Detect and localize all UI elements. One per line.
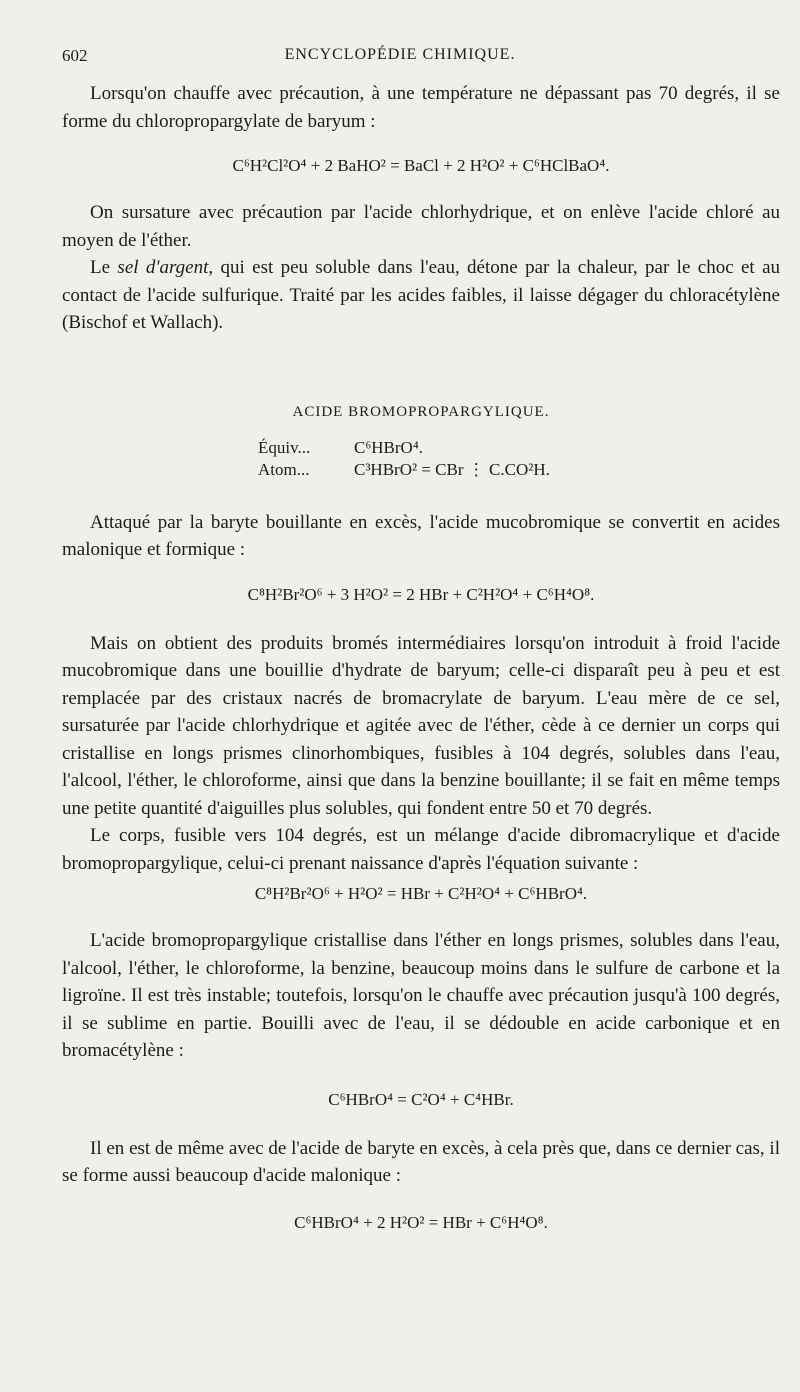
page-body xyxy=(62,80,780,1236)
formula-3: C⁸H²Br²O⁶ + H²O² = HBr + C²H²O⁴ + C⁶HBrO⁴. xyxy=(254,884,588,903)
equiv-row xyxy=(258,437,780,459)
paragraph-1: Lorsqu'on chauffe avec précaution, à une température ne dépassant pas 70 degrés, il se forme du chloropropargylate de baryum : xyxy=(62,83,780,132)
equiv-value: C⁶HBrO⁴. xyxy=(354,437,423,457)
running-head: ENCYCLOPÉDIE CHIMIQUE. xyxy=(284,46,516,63)
paragraph-6: Le corps, fusible vers 104 degrés, est un mélange d'acide dibromacrylique et d'acide bromopropargylique, celui-ci prenant naissance d'après l'équation suivante : xyxy=(62,825,780,874)
definitions xyxy=(258,437,780,481)
paragraph-4: Attaqué par la baryte bouillante en excès, l'acide mucobromique se convertit en acides malonique et formique : xyxy=(62,511,780,560)
atom-row xyxy=(258,459,780,481)
equiv-label: Équiv... xyxy=(258,437,311,457)
paragraph-7: L'acide bromopropargylique cristallise dans l'éther en longs prismes, solubles dans l'eau, l'alcool, l'éther, le chloroforme, la benzine, beaucoup moins dans le sulfure de carbone et la ligroïne. Il est très instable; toutefois, lorsqu'on le chauffe avec précaution jusqu'à 100 degrés, il se sublime en partie. Bouilli avec de l'eau, il se dédouble en acide carbonique et en bromacétylène : xyxy=(62,930,780,1061)
formula-4: C⁶HBrO⁴ = C²O⁴ + C⁴HBr. xyxy=(328,1089,514,1109)
paragraph-3-emphasis: sel d'argent xyxy=(117,257,209,278)
atom-label: Atom... xyxy=(258,459,310,479)
formula-5: C⁶HBrO⁴ + 2 H²O² = HBr + C⁶H⁴O⁸. xyxy=(294,1212,548,1232)
formula-2: C⁸H²Br²O⁶ + 3 H²O² = 2 HBr + C²H²O⁴ + C⁶H⁴O⁸. xyxy=(247,584,595,604)
paragraph-3 xyxy=(62,254,780,337)
formula-1: C⁶H²Cl²O⁴ + 2 BaHO² = BaCl + 2 H²O² + C⁶HClBaO⁴. xyxy=(232,156,610,175)
page-number: 602 xyxy=(62,46,88,65)
paragraph-3-prefix: Le xyxy=(90,257,118,278)
paragraph-5: Mais on obtient des produits bromés intermédiaires lorsqu'on introduit à froid l'acide mucobromique dans une bouillie d'hydrate de baryum; celle-ci disparaît peu à peu et est remplacée par des cristaux nacrés de bromacrylate de baryum. L'eau mère de ce sel, sursaturée par l'acide chlorhydrique et agitée avec de l'éther, cède à ce dernier un corps qui cristallise en longs prismes clinorhombiques, fusibles à 104 degrés, solubles dans l'eau, l'alcool, l'éther, le chloroforme, ainsi que dans la benzine bouillante; il se fait en même temps une petite quantité d'aiguilles plus solubles, qui fondent entre 50 et 70 degrés. xyxy=(62,632,780,819)
section-title: ACIDE BROMOPROPARGYLIQUE. xyxy=(292,403,550,420)
paragraph-2: On sursature avec précaution par l'acide chlorhydrique, et on enlève l'acide chloré au moyen de l'éther. xyxy=(62,202,780,251)
atom-value: C³HBrO² = CBr ⋮ C.CO²H. xyxy=(354,459,550,479)
page-header xyxy=(0,44,800,70)
paragraph-8: Il en est de même avec de l'acide de baryte en excès, à cela près que, dans ce dernier cas, il se forme aussi beaucoup d'acide malonique : xyxy=(62,1137,780,1186)
paragraph-3-text: , qui est peu soluble dans l'eau, détone par la chaleur, par le choc et au contact de l'acide sulfurique. Traité par les acides faibles, il laisse dégager du chloracétylène (Bischof et Wallach). xyxy=(62,257,781,333)
